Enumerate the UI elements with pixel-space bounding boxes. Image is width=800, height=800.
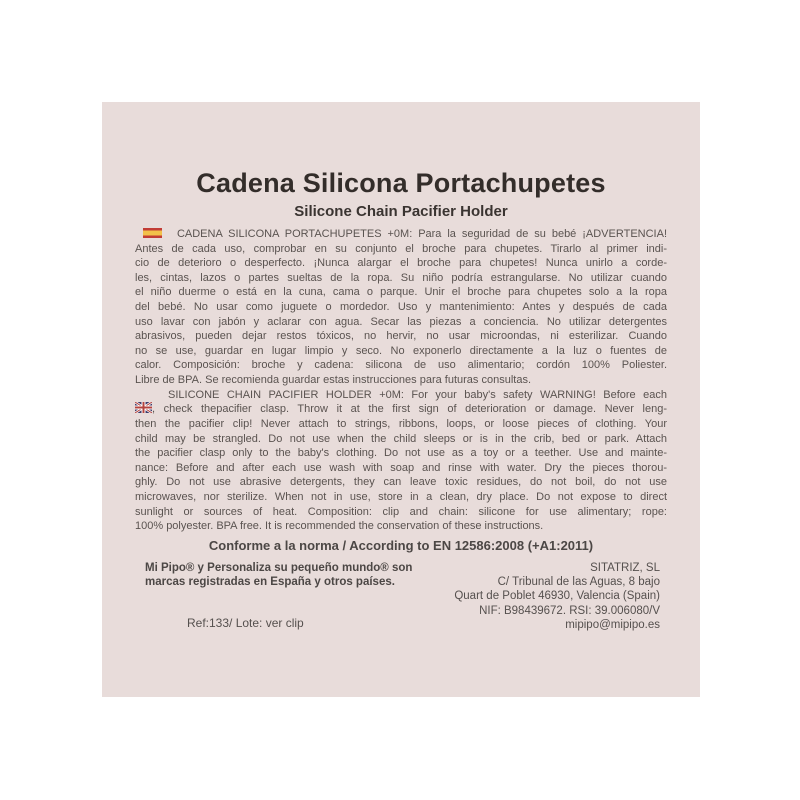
trademark-line: marcas registradas en España y otros países. [145,576,395,588]
label-card [102,102,700,697]
warning-en-line: ghly. Do not use abrasive detergents, they can leave toxic residues, do not boil, do not use [135,476,667,489]
company-address-line: SITATRIZ, SL [590,562,660,574]
warning-en-line: microwaves, nor sterilize. When not in use, store in a clean, dry place. Do not expose to direct [135,490,667,503]
instructions-text [135,227,667,534]
warning-es-line: no se use, guardar en lugar limpio y seco. No exponerlo directamente a la luz o fuentes de [135,344,667,357]
warning-es-line: del bebé. No usar como juguete o mordedor. Uso y mantenimiento: Antes y después de cada [135,301,667,314]
warning-es-line: les, cintas, lazos o partes sueltas de la ropa. Su niño podría estrangularse. No utilizar cuando [135,271,667,284]
warning-en-line: the pacifier clasp only to the baby's clothing. Do not use as a toy or a teether. Use and mainte- [135,447,667,460]
warning-es-line: abrasivos, pueden dejar restos tóxicos, no hervir, no usar microondas, ni esterilizar. Cuando [135,330,667,343]
warning-en-second-line [135,402,667,417]
page-subtitle: Silicone Chain Pacifier Holder [294,203,508,220]
page-title: Cadena Silicona Portachupetes [196,168,606,198]
warning-es-line: el niño duerme o está en la cuna, cama o parque. Unir el broche para chupetes solo a la ropa [135,286,667,299]
warning-es-first-line [135,227,667,242]
warning-en-lines [135,417,667,534]
ref-lot-text: Ref:133/ Lote: ver clip [187,616,304,630]
company-address-line: NIF: B98439672. RSI: 39.006080/V [479,604,660,617]
warning-en-second-text: , check thepacifier clasp. Throw it at the first sign of deterioration or damage. Never leng- [152,403,667,416]
uk-flag-icon [135,402,152,413]
company-address-line: Quart de Poblet 46930, Valencia (Spain) [454,590,660,603]
warning-es-line: Libre de BPA. Se recomienda guardar estas instrucciones para futuras consultas. [135,374,532,387]
warning-es-first-text: CADENA SILICONA PORTACHUPETES +0M: Para la seguridad de su bebé ¡ADVERTENCIA! [176,228,667,240]
spain-flag-icon [143,228,162,238]
warning-en-line: sunlight or sources of heat. Composition: clip and chain: silicone for use alimentary; rope: [135,505,667,518]
warning-en-line: 100% polyester. BPA free. It is recommended the conservation of these instructions. [135,520,544,533]
warning-es-line: calor. Composición: broche y cadena: silicona de uso alimentario; cordón 100% Poliester. [135,359,667,372]
company-address-line: mipipo@mipipo.es [565,618,660,631]
company-address-line: C/ Tribunal de las Aguas, 8 bajo [497,576,660,589]
trademark-line: Mi Pipo® y Personaliza su pequeño mundo® son [145,562,413,574]
warning-en-line: nance: Before and after each use wash with soap and rinse with water. Dry the pieces thorou- [135,461,667,474]
warning-en-line: then the pacifier clip! Never attach to strings, ribbons, loops, or loose pieces of clothing. Your [135,417,667,430]
warning-en-line: child may be strangled. Do not use when the child sleeps or is in the crib, bed or park. Attach [135,432,667,445]
warning-es-line: uso lavar con jabón y aclarar con agua. Secar las piezas a conciencia. No utilizar detergentes [135,315,667,328]
compliance-statement: Conforme a la norma / According to EN 12586:2008 (+A1:2011) [208,538,594,553]
warning-es-lines [135,242,667,388]
warning-es-line: cio de deterioro o desperfecto. ¡Nunca alargar el broche para chupetes! Nunca unirlo a corde- [135,257,667,270]
warning-en-first-line: SILICONE CHAIN PACIFIER HOLDER +0M: For your baby's safety WARNING! Before each [168,388,667,401]
warning-es-line: Antes de cada uso, comprobar en su conjunto el broche para chupetes. Tirarlo al primer indi- [135,242,667,255]
company-address [360,561,660,632]
